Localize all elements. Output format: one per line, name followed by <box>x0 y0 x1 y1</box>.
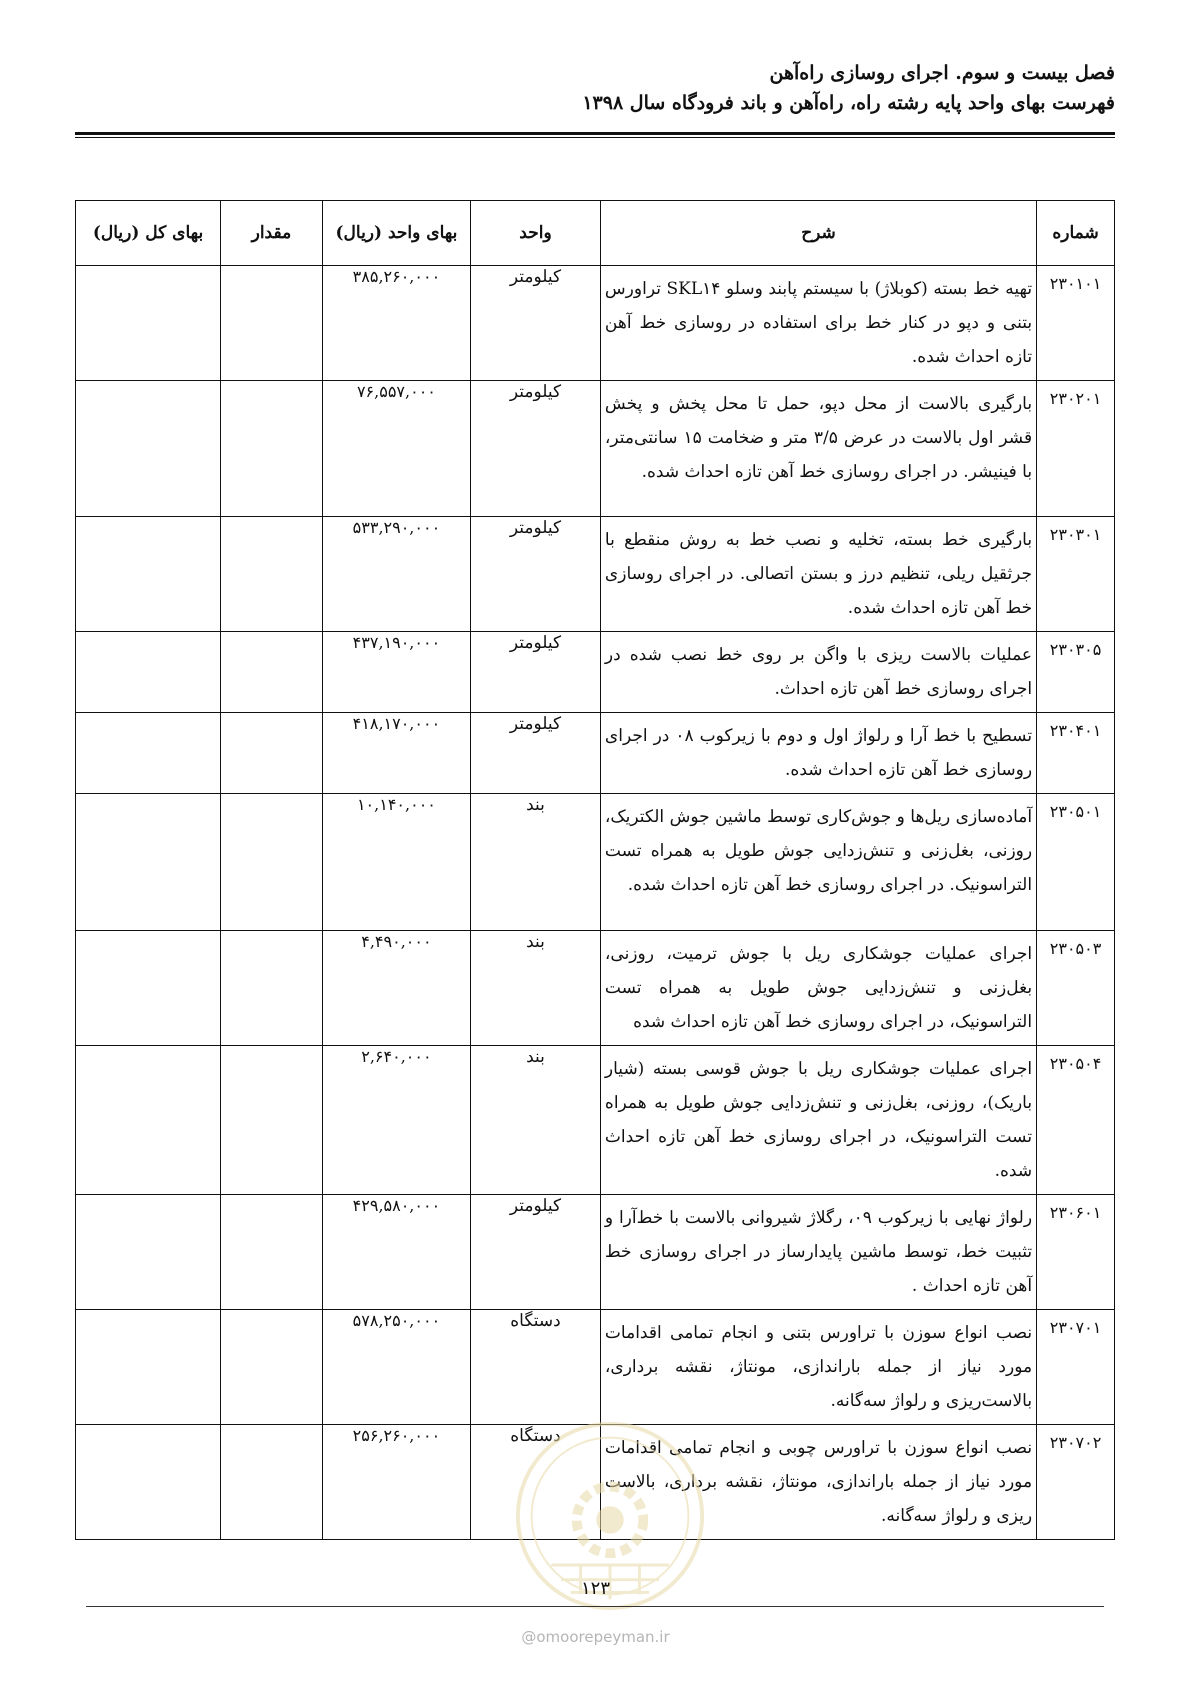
item-quantity-cell <box>221 1046 323 1195</box>
item-quantity-cell <box>221 632 323 713</box>
item-unit: بند <box>471 931 601 1046</box>
item-total-cell <box>76 381 221 517</box>
page-number: ۱۲۳ <box>580 1578 610 1599</box>
price-list-table <box>75 200 1115 1540</box>
item-unit-price: ۵۷۸,۲۵۰,۰۰۰ <box>322 1310 470 1425</box>
item-quantity-cell <box>221 1425 323 1540</box>
item-total-cell <box>76 1046 221 1195</box>
item-number: ۲۳۰۴۰۱ <box>1037 713 1115 794</box>
item-unit: کیلومتر <box>471 713 601 794</box>
item-total-cell <box>76 632 221 713</box>
table-row <box>76 517 1115 632</box>
item-unit: کیلومتر <box>471 381 601 517</box>
item-unit-price: ۳۸۵,۲۶۰,۰۰۰ <box>322 266 470 381</box>
item-total-cell <box>76 931 221 1046</box>
item-description: نصب انواع سوزن با تراورس چوبی و انجام تمامی اقدامات مورد نیاز از جمله باراندازی، مونتاژ، نقشه برداری، بالاست ریزی و رلواژ سه‌گانه. <box>600 1425 1036 1540</box>
item-unit-price: ۴,۴۹۰,۰۰۰ <box>322 931 470 1046</box>
item-description: عملیات بالاست ریزی با واگن بر روی خط نصب شده در اجرای روسازی خط آهن تازه احداث. <box>600 632 1036 713</box>
item-quantity-cell <box>221 381 323 517</box>
table-row <box>76 1310 1115 1425</box>
item-unit-price: ۷۶,۵۵۷,۰۰۰ <box>322 381 470 517</box>
item-total-cell <box>76 517 221 632</box>
item-unit: کیلومتر <box>471 1195 601 1310</box>
item-unit-price: ۲۵۶,۲۶۰,۰۰۰ <box>322 1425 470 1540</box>
footer-divider <box>86 1606 1104 1607</box>
table-row <box>76 931 1115 1046</box>
item-quantity-cell <box>221 931 323 1046</box>
watermark-text: @omoorepeyman.ir <box>521 1628 670 1646</box>
chapter-title: فصل بیست و سوم. اجرای روسازی راه‌آهن <box>769 62 1115 84</box>
item-number: ۲۳۰۷۰۲ <box>1037 1425 1115 1540</box>
item-total-cell <box>76 266 221 381</box>
table-row <box>76 794 1115 931</box>
item-number: ۲۳۰۱۰۱ <box>1037 266 1115 381</box>
item-number: ۲۳۰۷۰۱ <box>1037 1310 1115 1425</box>
item-description: اجرای عملیات جوشکاری ریل با جوش قوسی بسته (شیار باریک)، روزنی، بغل‌زنی و تنش‌زدایی جوش طویل به همراه تست التراسونیک، در اجرای روسازی خط آهن تازه احداث شده. <box>600 1046 1036 1195</box>
item-number: ۲۳۰۲۰۱ <box>1037 381 1115 517</box>
item-description: اجرای عملیات جوشکاری ریل با جوش ترمیت، روزنی، بغل‌زنی و تنش‌زدایی جوش طویل به همراه تست التراسونیک، در اجرای روسازی خط آهن تازه احداث شده <box>600 931 1036 1046</box>
item-unit-price: ۴۳۷,۱۹۰,۰۰۰ <box>322 632 470 713</box>
table-row <box>76 1195 1115 1310</box>
item-number: ۲۳۰۵۰۳ <box>1037 931 1115 1046</box>
item-quantity-cell <box>221 713 323 794</box>
item-quantity-cell <box>221 266 323 381</box>
item-unit: کیلومتر <box>471 632 601 713</box>
column-header-unit-price: بهای واحد (ریال) <box>322 201 470 266</box>
item-number: ۲۳۰۵۰۱ <box>1037 794 1115 931</box>
item-unit: کیلومتر <box>471 517 601 632</box>
item-quantity-cell <box>221 794 323 931</box>
column-header-number: شماره <box>1037 201 1115 266</box>
page-header <box>75 58 1115 118</box>
item-quantity-cell <box>221 517 323 632</box>
document-subtitle: فهرست بهای واحد پایه رشته راه، راه‌آهن و باند فرودگاه سال ۱۳۹۸ <box>582 92 1115 114</box>
item-description: آماده‌سازی ریل‌ها و جوش‌کاری توسط ماشین جوش الکتریک، روزنی، بغل‌زنی و تنش‌زدایی جوش طویل به همراه تست التراسونیک. در اجرای روسازی خط آهن تازه احداث شده. <box>600 794 1036 931</box>
item-unit: کیلومتر <box>471 266 601 381</box>
item-total-cell <box>76 713 221 794</box>
item-number: ۲۳۰۶۰۱ <box>1037 1195 1115 1310</box>
table-row <box>76 266 1115 381</box>
item-description: بارگیری بالاست از محل دپو، حمل تا محل پخش و پخش قشر اول بالاست در عرض ۳/۵ متر و ضخامت ۱۵ سانتی‌متر، با فینیشر. در اجرای روسازی خط آهن تازه احداث شده. <box>600 381 1036 517</box>
item-total-cell <box>76 1425 221 1540</box>
item-unit-price: ۴۱۸,۱۷۰,۰۰۰ <box>322 713 470 794</box>
column-header-description: شرح <box>600 201 1036 266</box>
item-description: تهیه خط بسته (کوبلاژ) با سیستم پابند وسلو SKL۱۴ تراورس بتنی و دپو در کنار خط برای استفاده در روسازی خط آهن تازه احداث شده. <box>600 266 1036 381</box>
item-unit: دستگاه <box>471 1425 601 1540</box>
table-header-row <box>76 201 1115 266</box>
column-header-total-price: بهای کل (ریال) <box>76 201 221 266</box>
item-quantity-cell <box>221 1195 323 1310</box>
item-number: ۲۳۰۳۰۱ <box>1037 517 1115 632</box>
table-row <box>76 632 1115 713</box>
table-row <box>76 1046 1115 1195</box>
header-divider-thin <box>75 137 1115 138</box>
item-total-cell <box>76 1310 221 1425</box>
item-quantity-cell <box>221 1310 323 1425</box>
table-row <box>76 713 1115 794</box>
item-unit: دستگاه <box>471 1310 601 1425</box>
item-description: بارگیری خط بسته، تخلیه و نصب خط به روش منقطع با جرثقیل ریلی، تنظیم درز و بستن اتصالی. در اجرای روسازی خط آهن تازه احداث شده. <box>600 517 1036 632</box>
item-description: تسطیح با خط آرا و رلواژ اول و دوم با زیرکوب ۰۸ در اجرای روسازی خط آهن تازه احداث شده. <box>600 713 1036 794</box>
column-header-unit: واحد <box>471 201 601 266</box>
item-unit: بند <box>471 794 601 931</box>
item-unit-price: ۱۰,۱۴۰,۰۰۰ <box>322 794 470 931</box>
table-row <box>76 381 1115 517</box>
item-total-cell <box>76 1195 221 1310</box>
item-unit-price: ۲,۶۴۰,۰۰۰ <box>322 1046 470 1195</box>
column-header-quantity: مقدار <box>221 201 323 266</box>
item-total-cell <box>76 794 221 931</box>
header-divider-thick <box>75 132 1115 135</box>
item-description: رلواژ نهایی با زیرکوب ۰۹، رگلاژ شیروانی بالاست با خط‌آرا و تثبیت خط، توسط ماشین پایدارساز در اجرای روسازی خط آهن تازه احداث . <box>600 1195 1036 1310</box>
item-unit-price: ۴۲۹,۵۸۰,۰۰۰ <box>322 1195 470 1310</box>
item-number: ۲۳۰۵۰۴ <box>1037 1046 1115 1195</box>
item-description: نصب انواع سوزن با تراورس بتنی و انجام تمامی اقدامات مورد نیاز از جمله باراندازی، مونتاژ، نقشه برداری، بالاست‌ریزی و رلواژ سه‌گانه. <box>600 1310 1036 1425</box>
item-unit: بند <box>471 1046 601 1195</box>
item-number: ۲۳۰۳۰۵ <box>1037 632 1115 713</box>
item-unit-price: ۵۳۳,۲۹۰,۰۰۰ <box>322 517 470 632</box>
